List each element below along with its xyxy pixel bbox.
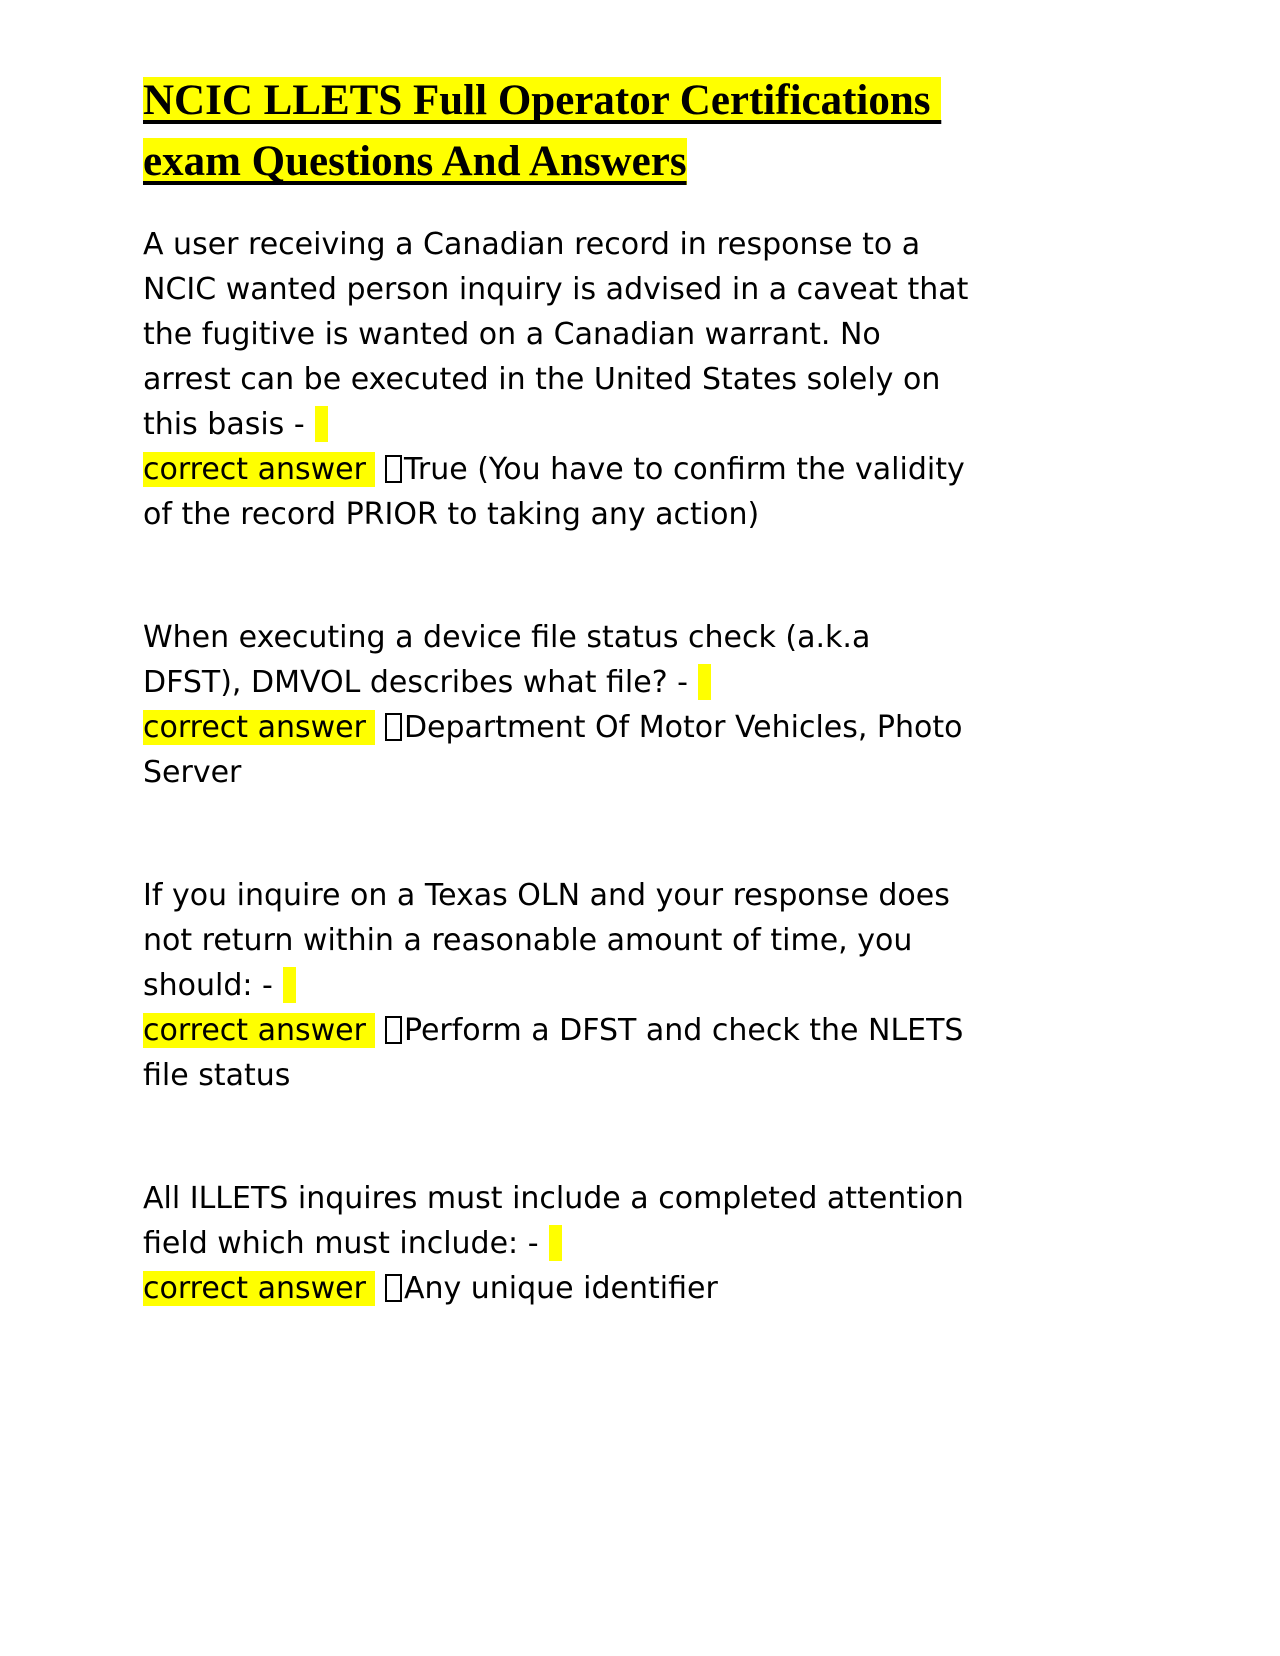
correct-answer-label: correct answer [143, 710, 375, 745]
highlight-bar [315, 406, 328, 442]
answer-line [143, 705, 1150, 750]
correct-answer-label: correct answer [143, 1013, 375, 1048]
question-line: A user receiving a Canadian record in response to a [143, 227, 921, 262]
correct-answer-label: correct answer [143, 452, 375, 487]
answer-line-text: Perform a DFST and check the NLETS [403, 1013, 964, 1048]
qa-block-3 [143, 873, 1150, 1098]
title-line-2 [143, 131, 1150, 192]
answer-line: file status [143, 1058, 291, 1093]
question-line-text: this basis - [143, 407, 305, 442]
question-line: All ILLETS inquires must include a completed attention [143, 1181, 964, 1216]
title-line-1 [143, 70, 1150, 131]
question-line: the fugitive is wanted on a Canadian warrant. No [143, 317, 881, 352]
question-line [143, 402, 1150, 447]
question-line [143, 963, 1150, 1008]
answer-line [143, 1266, 1150, 1311]
answer-line: Server [143, 755, 242, 790]
page-title [143, 70, 1150, 192]
question-text [143, 615, 1150, 705]
missing-glyph-icon [385, 713, 402, 741]
answer-line: of the record PRIOR to taking any action) [143, 497, 760, 532]
question-text [143, 222, 1150, 447]
question-line [143, 1221, 1150, 1266]
question-text [143, 1176, 1150, 1266]
title-highlight: NCIC LLETS Full Operator Certifications [143, 77, 942, 124]
missing-glyph-icon [385, 455, 402, 483]
highlight-bar [283, 967, 296, 1003]
question-line: When executing a device file status check (a.k.a [143, 620, 871, 655]
correct-answer-label: correct answer [143, 1271, 375, 1306]
answer-text [143, 705, 1150, 795]
highlight-bar [698, 664, 711, 700]
title-highlight: exam Questions And Answers [143, 138, 687, 185]
question-line-text: should: - [143, 968, 273, 1003]
answer-line-text: Any unique identifier [403, 1271, 718, 1306]
answer-text [143, 1266, 1150, 1311]
question-line: arrest can be executed in the United States solely on [143, 362, 941, 397]
answer-line-text: Department Of Motor Vehicles, Photo [403, 710, 963, 745]
highlight-bar [549, 1225, 562, 1261]
qa-block-4 [143, 1176, 1150, 1311]
question-line: If you inquire on a Texas OLN and your response does [143, 878, 950, 913]
question-line: not return within a reasonable amount of time, you [143, 923, 913, 958]
qa-block-1 [143, 222, 1150, 537]
missing-glyph-icon [385, 1016, 402, 1044]
answer-text [143, 447, 1150, 537]
answer-line-text: True (You have to confirm the validity [403, 452, 965, 487]
answer-line [143, 447, 1150, 492]
missing-glyph-icon [385, 1274, 402, 1302]
answer-line [143, 1008, 1150, 1053]
question-text [143, 873, 1150, 1008]
question-line: NCIC wanted person inquiry is advised in a caveat that [143, 272, 969, 307]
question-line-text: DFST), DMVOL describes what file? - [143, 665, 688, 700]
qa-block-2 [143, 615, 1150, 795]
answer-text [143, 1008, 1150, 1098]
question-line-text: field which must include: - [143, 1226, 539, 1261]
question-line [143, 660, 1150, 705]
